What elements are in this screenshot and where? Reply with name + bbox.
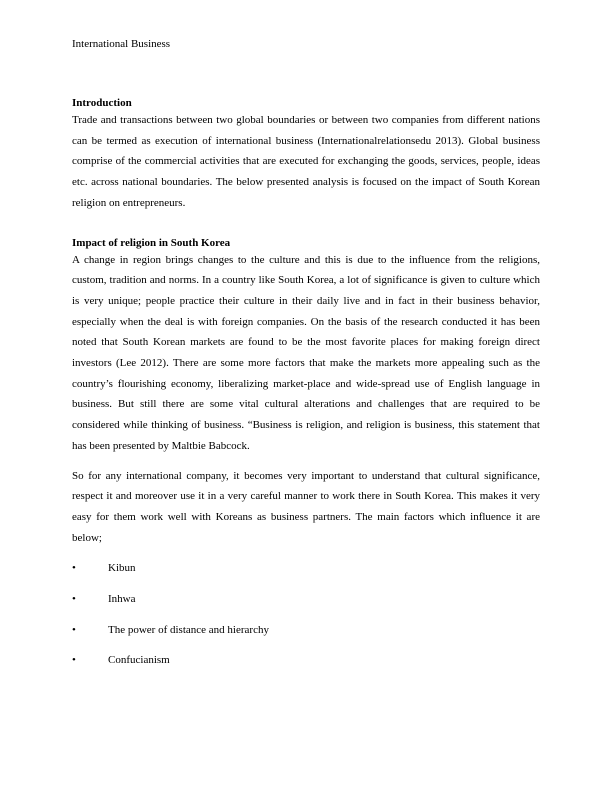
introduction-heading: Introduction [72,97,132,109]
list-item [72,623,540,654]
bullet-icon: • [72,593,76,606]
religion-paragraph-2: So for any international company, it becomes very important to understand that cultural significance, respect it and moreover use it in a very careful manner to work there in South Korea. This makes it very easy for them work well with Koreans as business partners. The main factors which influence it are below; [72,469,540,544]
bullet-icon: • [72,654,76,667]
list-item [72,653,540,684]
list-item-text: Kibun [108,562,136,575]
introduction-paragraph: Trade and transactions between two global boundaries or between two companies from different nations can be termed as execution of international business (Internationalrelationsedu 2013). Global business comprise of the commercial activities that are executed for exchanging the goods, services, people, ideas etc. across national boundaries. The below presented analysis is focused on the impact of South Korean religion on entrepreneurs. [72,114,540,209]
list-item [72,561,540,592]
list-item-text: Inhwa [108,593,136,606]
factors-list [72,561,540,684]
list-item-text: The power of distance and hierarchy [108,623,269,636]
document-body [72,96,540,684]
list-item [72,592,540,623]
bullet-icon: • [72,562,76,575]
bullet-icon: • [72,623,76,636]
religion-heading: Impact of religion in South Korea [72,236,231,249]
list-item-text: Confucianism [108,654,170,667]
page-header: International Business [72,38,171,50]
religion-paragraph-1: A change in region brings changes to the culture and this is due to the influence from the religions, custom, tradition and norms. In a country like South Korea, a lot of significance is given to culture which is very unique; people practice their culture in their daily live and in fact in their business behavior, especially when the deal is with foreign companies. On the basis of the research conducted it has been noted that South Korean markets are found to be the most favorite places for making foreign direct investors (Lee 2012). There are some more factors that make the markets more appealing such as the country’s flourishing economy, liberalizing market-place and wide-spread use of English language in business. But still there are some vital cultural alterations and challenges that are required to be considered while thinking of business. “Business is religion, and religion is business, this statement that has been presented by Maltbie Babcock. [72,253,540,452]
